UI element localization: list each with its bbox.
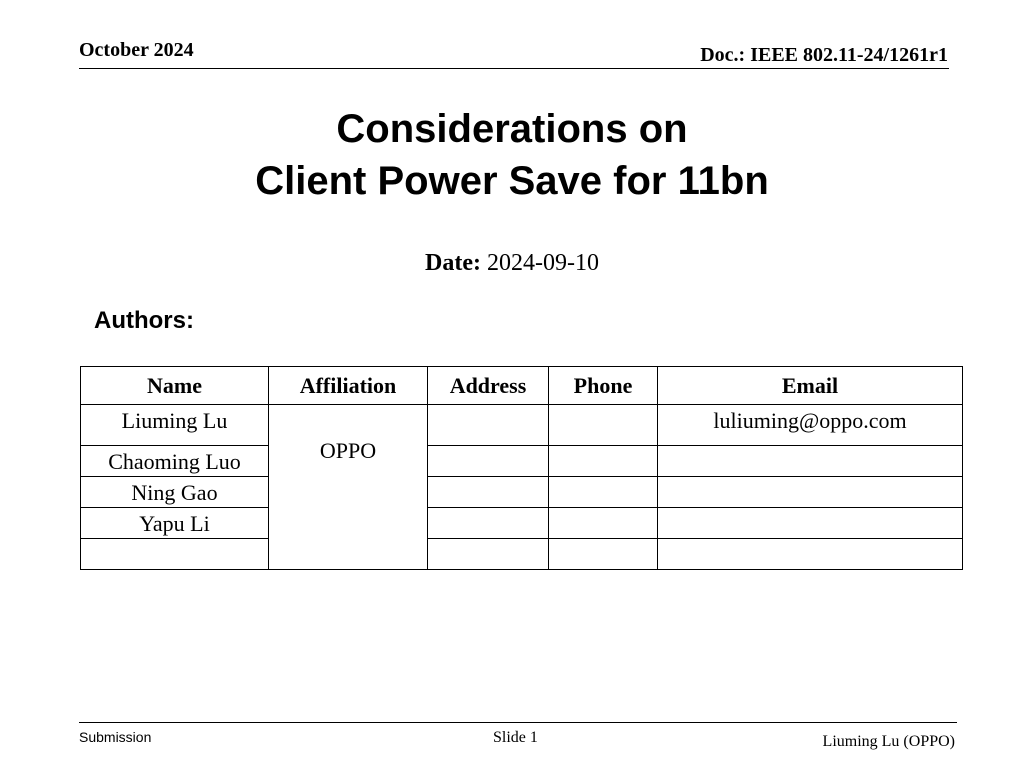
table-row xyxy=(81,446,963,477)
author-name xyxy=(81,539,269,570)
author-email: luliuming@oppo.com xyxy=(658,405,963,446)
author-address xyxy=(428,446,549,477)
footer-slide-number: Slide 1 xyxy=(493,729,538,746)
author-address xyxy=(428,477,549,508)
author-email xyxy=(658,446,963,477)
header-date: October 2024 xyxy=(79,39,194,61)
header-email: Email xyxy=(658,367,963,405)
author-email xyxy=(658,477,963,508)
author-email xyxy=(658,508,963,539)
header-name: Name xyxy=(81,367,269,405)
table-header-row xyxy=(81,367,963,405)
table-row xyxy=(81,477,963,508)
title-line-1: Considerations on xyxy=(336,107,688,151)
footer-submission: Submission xyxy=(79,729,152,745)
slide-title xyxy=(0,103,1024,207)
date-value: 2024-09-10 xyxy=(486,250,599,276)
author-phone xyxy=(549,539,658,570)
author-address xyxy=(428,508,549,539)
header-phone: Phone xyxy=(549,367,658,405)
footer-divider xyxy=(79,722,957,723)
author-phone xyxy=(549,446,658,477)
author-phone xyxy=(549,508,658,539)
authors-table xyxy=(80,366,963,570)
author-name: Yapu Li xyxy=(81,508,269,539)
author-phone xyxy=(549,405,658,446)
table-row xyxy=(81,539,963,570)
author-name: Liuming Lu xyxy=(81,405,269,446)
author-email xyxy=(658,539,963,570)
date-line xyxy=(0,250,1024,277)
table-row xyxy=(81,405,963,446)
authors-label: Authors: xyxy=(94,307,194,334)
author-address xyxy=(428,539,549,570)
date-label: Date: xyxy=(425,250,481,276)
author-address xyxy=(428,405,549,446)
author-phone xyxy=(549,477,658,508)
footer-author: Liuming Lu (OPPO) xyxy=(822,733,955,750)
author-name: Ning Gao xyxy=(81,477,269,508)
header-doc-id: Doc.: IEEE 802.11-24/1261r1 xyxy=(700,44,948,66)
header-affiliation: Affiliation xyxy=(269,367,428,405)
author-name: Chaoming Luo xyxy=(81,446,269,477)
header-divider xyxy=(79,68,949,69)
title-line-2: Client Power Save for 11bn xyxy=(255,159,769,203)
author-affiliation: OPPO xyxy=(269,405,428,570)
header-address: Address xyxy=(428,367,549,405)
table-row xyxy=(81,508,963,539)
